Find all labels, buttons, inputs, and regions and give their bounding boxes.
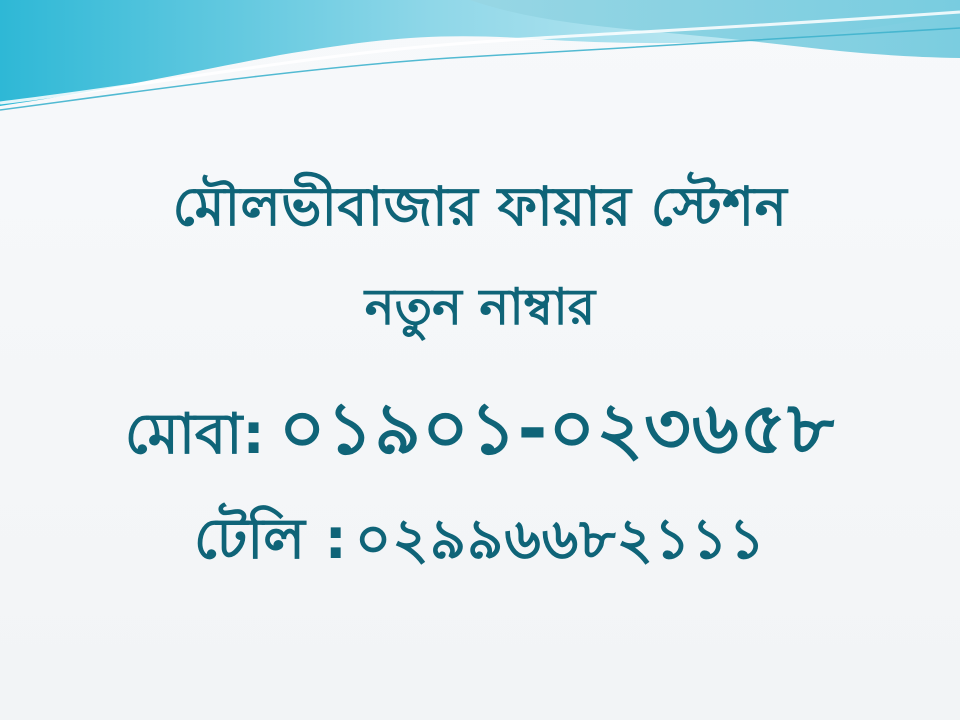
station-title: মৌলভীবাজার ফায়ার স্টেশন [172, 175, 788, 238]
mobile-number: ০১৯০১-০২৩৬৫৮ [278, 386, 836, 470]
new-number-subtitle: নতুন নাম্বার [364, 278, 596, 336]
telephone-label: টেলি : [194, 507, 347, 572]
mobile-number-line [0, 386, 960, 470]
mobile-label: মোবা: [124, 402, 265, 467]
telephone-number-line [0, 507, 960, 572]
telephone-number: ০২৯৯৬৬৮২১১১ [354, 507, 766, 572]
